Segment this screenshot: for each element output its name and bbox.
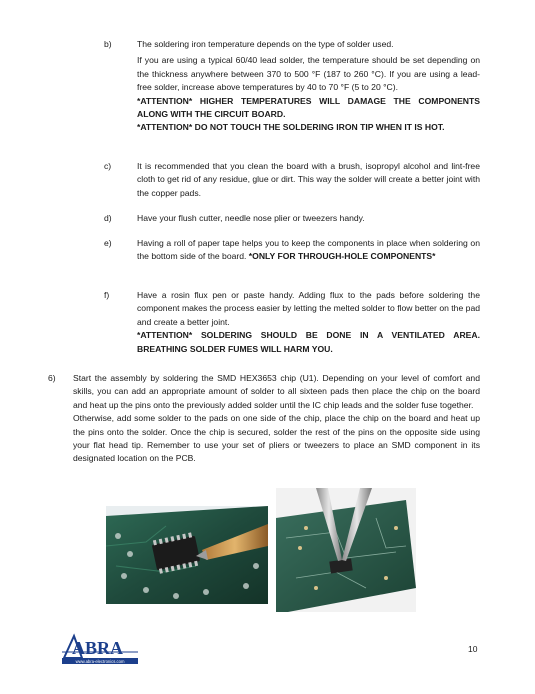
logo-text: ABRA [72,638,124,658]
step-6 [48,372,480,466]
pcb-tweezers-illustration [276,488,416,612]
paragraph: The soldering iron temperature depends on the type of solder used. [137,39,394,49]
tweezers-photo [276,488,416,612]
attention-warning: *ATTENTION* HIGHER TEMPERATURES WILL DAMAGE THE COMPONENTS ALONG WITH THE CIRCUIT BOARD. [137,95,480,120]
list-marker: d) [104,213,112,223]
list-marker: f) [104,290,110,300]
paragraph: Start the assembly by soldering the SMD HEX3653 chip (U1). Depending on your level of comfort and skills, you can add an appropriate amount of solder to all sixteen pads then place the chip on the board and heat up the pins onto the previously added solder until the IC chip leads and the solder fuse together. [73,373,480,410]
list-item-b [104,38,480,135]
step-marker: 6) [48,373,56,383]
attention-warning: *ATTENTION* DO NOT TOUCH THE SOLDERING IRON TIP WHEN IT IS HOT. [137,122,445,133]
logo-url: www.abra-electronics.com [75,659,125,664]
soldering-iron-photo [106,506,268,604]
paragraph: Have a rosin flux pen or paste handy. Adding flux to the pads before soldering the component makes the process easier by letting the melted solder to flow better on the pad and create a better joint. [137,290,480,327]
attention-warning: *ATTENTION* SOLDERING SHOULD BE DONE IN A VENTILATED AREA. BREATHING SOLDER FUMES WILL HARM YOU. [137,330,480,354]
paragraph: If you are using a typical 60/40 lead solder, the temperature should be set depending on the thickness anywhere between 370 to 500 °F (187 to 260 °C). If you are using a lead-free solder, increase above temperatures by 40 to 70 °F (5 to 20 °C). [137,55,480,93]
abra-logo [60,630,140,670]
page-number: 10 [468,644,478,654]
list-marker: c) [104,161,112,171]
list-item-e [104,237,480,264]
list-item-f [104,289,480,356]
list-marker: e) [104,238,112,248]
paragraph: It is recommended that you clean the board with a brush, isopropyl alcohol and lint-free cloth to get rid of any residue, glue or dirt. This way the solder will create a better joint with the copper pads. [137,161,480,198]
list-marker: b) [104,39,112,49]
paragraph-text: Having a roll of paper tape helps you to keep the components in place when soldering on the bottom side of the board. [137,238,480,262]
pcb-soldering-illustration [106,506,268,604]
abra-logo-mark [60,630,140,670]
list-item-d [104,212,480,225]
paragraph: Have your flush cutter, needle nose plier or tweezers handy. [137,213,365,223]
list-item-c [104,160,480,200]
attention-warning: *ONLY FOR THROUGH-HOLE COMPONENTS* [248,251,436,262]
paragraph: Otherwise, add some solder to the pads on one side of the chip, place the chip on the board and heat up the pins onto the solder. Once the chip is secured, solder the rest of the pins on the opposite side using your flat head tip. Remember to use your set of pliers or tweezers to place an SMD component in its designated location on the PCB. [73,413,480,464]
paragraph [137,237,480,264]
